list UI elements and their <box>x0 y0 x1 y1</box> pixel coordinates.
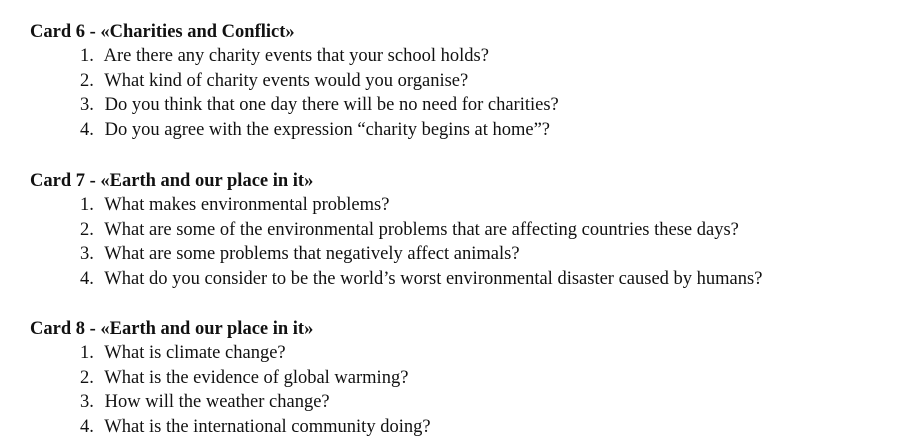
question-text: How will the weather change? <box>104 392 330 412</box>
question-item <box>30 242 762 267</box>
question-text: What kind of charity events would you organise? <box>104 70 469 91</box>
question-number: 4. <box>80 268 94 289</box>
question-text: What are some problems that negatively affect animals? <box>104 244 520 264</box>
question-number: 4. <box>80 416 94 437</box>
question-text: What is the international community doing? <box>104 416 431 437</box>
question-item <box>30 69 559 94</box>
card-title: Card 8 - «Earth and our place in it» <box>30 319 314 339</box>
question-number: 1. <box>80 195 94 215</box>
question-text: What are some of the environmental problems that are affecting countries these days? <box>104 219 739 240</box>
question-number: 2. <box>80 219 94 240</box>
question-item <box>30 390 431 415</box>
question-item <box>30 366 431 391</box>
question-item <box>30 218 762 243</box>
card-7 <box>30 169 762 291</box>
question-item <box>30 267 762 292</box>
question-item <box>30 44 559 69</box>
question-list <box>30 341 431 439</box>
question-number: 1. <box>80 343 94 363</box>
question-number: 2. <box>80 70 94 91</box>
card-8 <box>30 317 431 439</box>
question-list <box>30 193 762 291</box>
question-number: 2. <box>80 367 94 388</box>
question-list <box>30 44 559 142</box>
question-text: Do you agree with the expression “charity begins at home”? <box>104 119 551 140</box>
question-item <box>30 118 559 143</box>
question-number: 1. <box>80 46 94 66</box>
question-number: 3. <box>80 244 94 264</box>
question-item <box>30 341 431 366</box>
question-number: 3. <box>80 95 94 115</box>
question-item <box>30 415 431 440</box>
question-text: What do you consider to be the world’s worst environmental disaster caused by humans? <box>104 268 763 289</box>
question-text: Are there any charity events that your school holds? <box>103 46 489 66</box>
card-title: Card 7 - «Earth and our place in it» <box>30 171 314 191</box>
question-text: Do you think that one day there will be no need for charities? <box>104 95 559 115</box>
question-item <box>30 93 559 118</box>
card-title: Card 6 - «Charities and Conflict» <box>30 22 295 42</box>
question-number: 3. <box>80 392 94 412</box>
card-6 <box>30 20 559 142</box>
question-text: What is the evidence of global warming? <box>104 367 409 388</box>
question-item <box>30 193 762 218</box>
question-number: 4. <box>80 119 94 140</box>
question-text: What is climate change? <box>104 343 286 363</box>
question-text: What makes environmental problems? <box>104 195 390 215</box>
